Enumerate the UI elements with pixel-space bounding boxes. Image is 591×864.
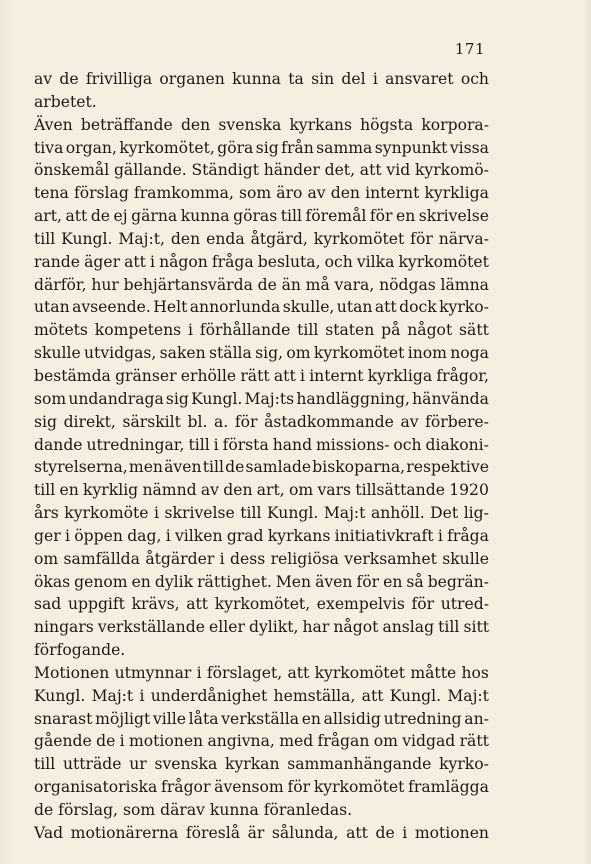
text-line: till utträde ur svenska kyrkan sammanhängande kyrko- bbox=[34, 755, 489, 774]
text-line: mötets kompetens i förhållande till staten på något sätt bbox=[34, 321, 489, 340]
text-line: Kungl. Maj:t i underdånighet hemställa, att Kungl. Maj:t bbox=[34, 686, 489, 705]
text-line: ningars verkställande eller dylikt, har något anslag till sitt bbox=[34, 618, 489, 637]
text-line: arbetet. bbox=[34, 92, 97, 111]
text-line: de förslag, som därav kunna föranledas. bbox=[34, 801, 353, 819]
text-line: gående de i motionen angivna, med frågan om vidgad rätt bbox=[34, 732, 489, 751]
text-line: rande äger att i någon fråga besluta, och vilka kyrkomötet bbox=[34, 252, 489, 271]
text-line: ökas genom en dylik rättighet. Men även för en så begrän- bbox=[34, 572, 489, 591]
text-line: till en kyrklig nämnd av den art, om vars tillsättande 1920 bbox=[34, 481, 489, 500]
text-line: styrelserna, men även till de samlade biskoparna, respektive bbox=[34, 458, 489, 477]
text-line: om samfällda åtgärder i dess religiösa verksamhet skulle bbox=[34, 549, 489, 568]
text-line: art, att de ej gärna kunna göras till föremål för en skrivelse bbox=[34, 207, 489, 226]
page-number: 171 bbox=[454, 40, 485, 58]
text-line: ger i öppen dag, i vilken grad kyrkans initiativkraft i fråga bbox=[34, 526, 489, 545]
text-line: bestämda gränser erhölle rätt att i internt kyrkliga frågor, bbox=[34, 366, 489, 385]
text-line: önskemål gällande. Ständigt händer det, att vid kyrkomö- bbox=[34, 161, 489, 180]
body-text bbox=[34, 68, 489, 845]
text-line: tena förslag framkomma, som äro av den internt kyrkliga bbox=[34, 184, 489, 203]
text-line: skulle utvidgas, saken ställa sig, om kyrkomötet inom noga bbox=[34, 344, 489, 363]
text-line: till Kungl. Maj:t, den enda åtgärd, kyrkomötet för närva- bbox=[34, 229, 489, 248]
text-line: snarast möjligt ville låta verkställa en allsidig utredning an- bbox=[34, 709, 489, 728]
text-line: dande utredningar, till i första hand missions- och diakoni- bbox=[34, 435, 489, 454]
text-line: organisatoriska frågor ävensom för kyrkomötet framlägga bbox=[34, 778, 489, 797]
text-line: tiva organ, kyrkomötet, göra sig från samma synpunkt vissa bbox=[34, 138, 489, 157]
text-line: Även beträffande den svenska kyrkans högsta korpora- bbox=[34, 115, 489, 134]
text-line: sad uppgift krävs, att kyrkomötet, exempelvis för utred- bbox=[34, 595, 489, 614]
text-line: förfogande. bbox=[34, 641, 126, 660]
text-line: sig direkt, särskilt bl. a. för åstadkommande av förbere- bbox=[34, 412, 489, 431]
text-line: av de frivilliga organen kunna ta sin del i ansvaret och bbox=[34, 70, 489, 88]
text-line: därför, hur behjärtansvärda de än må vara, nödgas lämna bbox=[34, 275, 489, 294]
text-line: års kyrkomöte i skrivelse till Kungl. Maj:t anhöll. Det lig- bbox=[34, 504, 489, 523]
text-line: utan avseende. Helt annorlunda skulle, utan att dock kyrko- bbox=[34, 298, 489, 317]
text-line: Motionen utmynnar i förslaget, att kyrkomötet måtte hos bbox=[34, 663, 489, 682]
text-line: som undandraga sig Kungl. Maj:ts handläggning, hänvända bbox=[34, 389, 489, 408]
text-line: Vad motionärerna föreslå är sålunda, att de i motionen bbox=[34, 823, 489, 842]
